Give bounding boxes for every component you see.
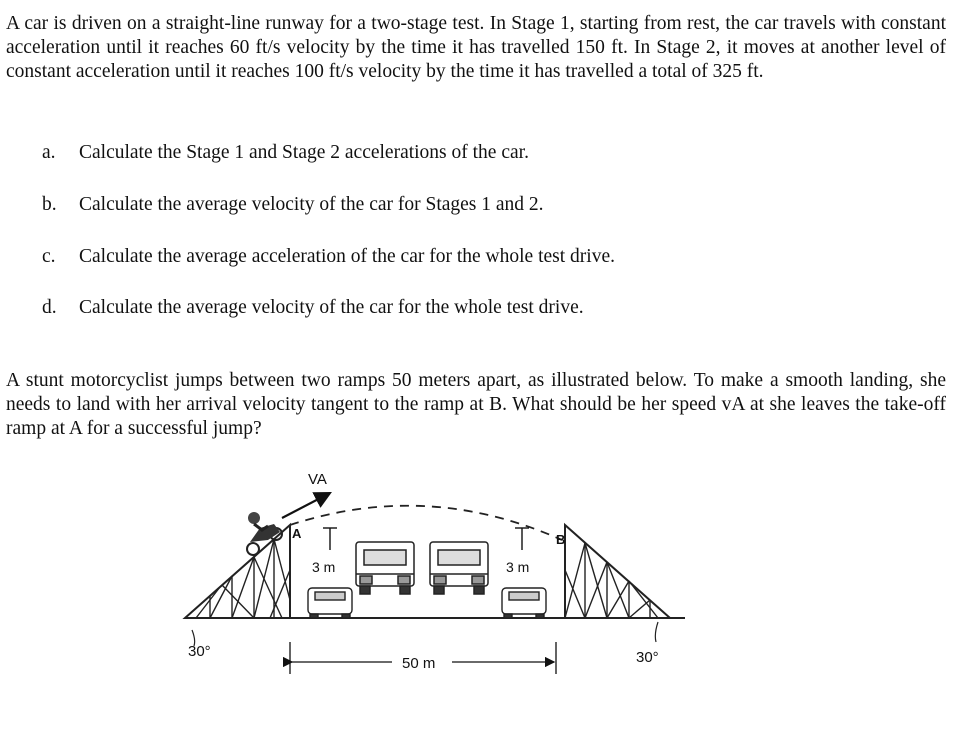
problem-2-statement: A stunt motorcyclist jumps between two ramps 50 meters apart, as illustrated below. To make a smooth landing, she needs to land with her arrival velocity tangent to the ramp at B. What should be her speed vA at she leaves the take-off ramp at A for a successful jump? bbox=[6, 370, 946, 439]
velocity-label: VA bbox=[308, 471, 327, 488]
ramp-jump-figure bbox=[170, 470, 710, 710]
truck-icon bbox=[430, 542, 488, 594]
height-left-label: 3 m bbox=[312, 559, 336, 575]
car-icon bbox=[502, 588, 546, 618]
question-d-letter: d. bbox=[42, 297, 57, 318]
question-c-letter: c. bbox=[42, 246, 56, 267]
angle-arc-right bbox=[655, 622, 658, 642]
question-d bbox=[42, 296, 584, 320]
question-a-text: Calculate the Stage 1 and Stage 2 accelerations of the car. bbox=[79, 142, 529, 163]
point-a-label: A bbox=[292, 526, 302, 541]
question-d-text: Calculate the average velocity of the car for the whole test drive. bbox=[79, 297, 584, 318]
question-b-letter: b. bbox=[42, 194, 57, 215]
velocity-arrow bbox=[282, 493, 330, 518]
problem-1-statement: A car is driven on a straight-line runway for a two-stage test. In Stage 1, starting from rest, the car travels with constant acceleration until it reaches 60 ft/s velocity by the time it has travelled 150 ft. In Stage 2, it moves at another level of constant acceleration until it reaches 100 ft/s velocity by the time it has travelled a total of 325 ft. bbox=[6, 13, 946, 82]
truck-icon bbox=[356, 542, 414, 594]
question-a bbox=[42, 141, 529, 165]
distance-label: 50 m bbox=[402, 655, 436, 672]
question-c-text: Calculate the average acceleration of the car for the whole test drive. bbox=[79, 246, 615, 267]
right-ramp bbox=[565, 525, 670, 618]
car-icon bbox=[308, 588, 352, 618]
question-a-letter: a. bbox=[42, 142, 56, 163]
height-marker-left bbox=[323, 528, 337, 550]
point-b-label: B bbox=[556, 532, 566, 547]
angle-left-label: 30° bbox=[188, 643, 211, 660]
question-b bbox=[42, 193, 544, 217]
height-marker-right bbox=[515, 528, 529, 550]
trajectory-dashed-line bbox=[290, 506, 562, 540]
question-c bbox=[42, 245, 615, 269]
height-right-label: 3 m bbox=[506, 559, 530, 575]
question-b-text: Calculate the average velocity of the car for Stages 1 and 2. bbox=[79, 194, 544, 215]
angle-right-label: 30° bbox=[636, 649, 659, 666]
